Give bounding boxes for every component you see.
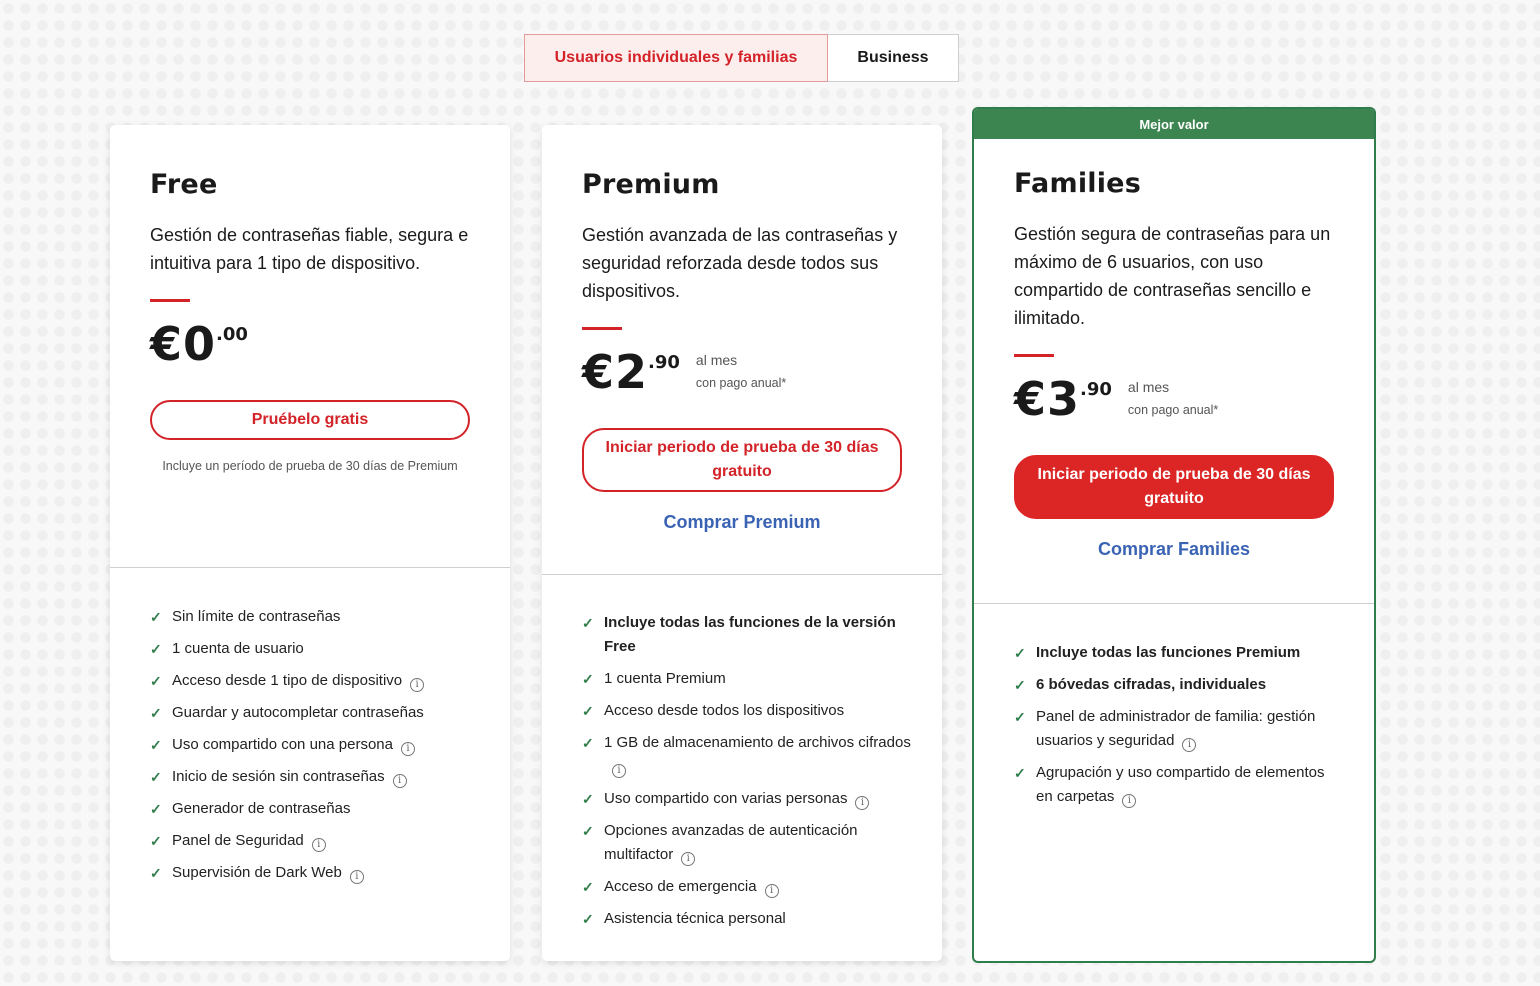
feature-text: 1 cuenta Premium xyxy=(604,670,726,687)
feature-text: Agrupación y uso compartido de elementos en carpetas xyxy=(1036,764,1325,805)
check-icon: ✓ xyxy=(1014,765,1026,781)
check-icon: ✓ xyxy=(150,865,162,881)
feature-item xyxy=(150,605,480,629)
plan-name: Families xyxy=(1014,168,1141,199)
section-divider xyxy=(542,574,942,575)
feature-item xyxy=(150,637,480,661)
start-trial-button[interactable]: Iniciar periodo de prueba de 30 días gratuito xyxy=(1014,455,1334,519)
feature-text: Incluye todas las funciones Premium xyxy=(1036,644,1301,661)
check-icon: ✓ xyxy=(582,879,594,895)
price-cents: .90 xyxy=(648,352,680,373)
tab-business[interactable]: Business xyxy=(828,34,959,82)
info-icon[interactable]: i xyxy=(1182,738,1196,752)
billing-label: con pago anual* xyxy=(695,376,787,390)
feature-item xyxy=(150,765,480,789)
feature-item xyxy=(582,819,912,867)
best-value-badge: Mejor valor xyxy=(974,109,1374,139)
price-main: €0 xyxy=(150,317,217,371)
price-cents: .90 xyxy=(1080,379,1112,400)
feature-text: 6 bóvedas cifradas, individuales xyxy=(1036,676,1267,693)
plan-card-families xyxy=(972,107,1376,963)
info-icon[interactable]: i xyxy=(1122,794,1136,808)
plan-card-free xyxy=(110,125,510,961)
feature-text: Incluye todas las funciones de la versión Free xyxy=(604,614,896,655)
check-icon: ✓ xyxy=(150,609,162,625)
check-icon: ✓ xyxy=(150,769,162,785)
info-icon[interactable]: i xyxy=(612,764,626,778)
try-free-button[interactable]: Pruébelo gratis xyxy=(150,400,470,440)
per-month-label: al mes xyxy=(1127,379,1170,395)
feature-text: Uso compartido con una persona xyxy=(172,736,393,753)
buy-families-link[interactable]: Comprar Families xyxy=(1097,539,1251,559)
check-icon: ✓ xyxy=(150,737,162,753)
accent-divider xyxy=(582,327,622,330)
billing-info xyxy=(696,352,786,390)
info-icon[interactable]: i xyxy=(350,870,364,884)
accent-divider xyxy=(150,299,190,302)
plan-name: Premium xyxy=(582,169,720,200)
info-icon[interactable]: i xyxy=(393,774,407,788)
billing-label: con pago anual* xyxy=(1127,403,1219,417)
billing-info xyxy=(1128,379,1218,417)
feature-text: Acceso desde 1 tipo de dispositivo xyxy=(172,672,403,689)
feature-text: Uso compartido con varias personas xyxy=(604,790,848,807)
price-main: €3 xyxy=(1014,372,1081,426)
info-icon[interactable]: i xyxy=(410,678,424,692)
section-divider xyxy=(110,567,510,568)
check-icon: ✓ xyxy=(150,641,162,657)
check-icon: ✓ xyxy=(150,801,162,817)
feature-text: Guardar y autocompletar contraseñas xyxy=(172,704,424,721)
check-icon: ✓ xyxy=(150,673,162,689)
price-cents: .00 xyxy=(216,324,248,345)
feature-text: Supervisión de Dark Web xyxy=(172,864,342,881)
feature-text: Inicio de sesión sin contraseñas xyxy=(172,768,385,785)
feature-text: 1 cuenta de usuario xyxy=(172,640,304,657)
tab-individuals-families[interactable]: Usuarios individuales y familias xyxy=(524,34,828,82)
feature-item xyxy=(582,731,912,779)
plan-description: Gestión segura de contraseñas para un máximo de 6 usuarios, con uso compartido de contraseñas sencillo e ilimitado. xyxy=(1014,224,1331,328)
start-trial-button[interactable]: Iniciar periodo de prueba de 30 días gratuito xyxy=(582,428,902,492)
check-icon: ✓ xyxy=(150,833,162,849)
price-main: €2 xyxy=(582,345,649,399)
feature-item xyxy=(150,669,480,693)
feature-item xyxy=(582,667,912,691)
feature-item xyxy=(582,699,912,723)
check-icon: ✓ xyxy=(582,735,594,751)
feature-item xyxy=(1014,761,1344,809)
plan-description: Gestión avanzada de las contraseñas y seguridad reforzada desde todos sus dispositivos. xyxy=(582,225,898,301)
feature-text: Acceso de emergencia xyxy=(604,878,757,895)
check-icon: ✓ xyxy=(582,671,594,687)
info-icon[interactable]: i xyxy=(681,852,695,866)
info-icon[interactable]: i xyxy=(855,796,869,810)
plan-price xyxy=(1014,371,1334,433)
feature-text: Acceso desde todos los dispositivos xyxy=(604,702,845,719)
feature-item xyxy=(150,797,480,821)
trial-note: Incluye un período de prueba de 30 días de Premium xyxy=(162,459,458,473)
feature-item xyxy=(582,907,912,931)
feature-text: Generador de contraseñas xyxy=(172,800,351,817)
feature-list xyxy=(1014,641,1344,817)
feature-text: Panel de administrador de familia: gestión usuarios y seguridad xyxy=(1036,708,1316,749)
buy-premium-link[interactable]: Comprar Premium xyxy=(663,512,821,532)
plan-price xyxy=(150,316,470,378)
feature-item xyxy=(150,701,480,725)
feature-item xyxy=(150,861,480,885)
feature-item xyxy=(1014,641,1344,665)
check-icon: ✓ xyxy=(1014,709,1026,725)
plan-name: Free xyxy=(150,169,218,200)
check-icon: ✓ xyxy=(582,911,594,927)
accent-divider xyxy=(1014,354,1054,357)
section-divider xyxy=(974,603,1374,604)
per-month-label: al mes xyxy=(695,352,738,368)
feature-text: Panel de Seguridad xyxy=(172,832,304,849)
info-icon[interactable]: i xyxy=(401,742,415,756)
feature-item xyxy=(1014,705,1344,753)
feature-list xyxy=(582,611,912,939)
feature-text: Asistencia técnica personal xyxy=(604,910,786,927)
check-icon: ✓ xyxy=(582,615,594,631)
check-icon: ✓ xyxy=(582,823,594,839)
check-icon: ✓ xyxy=(1014,645,1026,661)
feature-list xyxy=(150,605,480,893)
feature-item xyxy=(582,787,912,811)
plan-card-premium xyxy=(542,125,942,961)
feature-item xyxy=(582,611,912,659)
feature-text: Sin límite de contraseñas xyxy=(172,608,341,625)
check-icon: ✓ xyxy=(582,791,594,807)
feature-item xyxy=(150,829,480,853)
check-icon: ✓ xyxy=(150,705,162,721)
feature-text: 1 GB de almacenamiento de archivos cifrados xyxy=(604,734,911,751)
info-icon[interactable]: i xyxy=(312,838,326,852)
plan-description: Gestión de contraseñas fiable, segura e intuitiva para 1 tipo de dispositivo. xyxy=(150,225,469,273)
feature-item xyxy=(1014,673,1344,697)
plan-price xyxy=(582,344,902,406)
feature-item xyxy=(150,733,480,757)
feature-item xyxy=(582,875,912,899)
feature-text: Opciones avanzadas de autenticación multifactor xyxy=(604,822,858,863)
info-icon[interactable]: i xyxy=(765,884,779,898)
audience-tabs xyxy=(524,34,959,84)
check-icon: ✓ xyxy=(582,703,594,719)
check-icon: ✓ xyxy=(1014,677,1026,693)
